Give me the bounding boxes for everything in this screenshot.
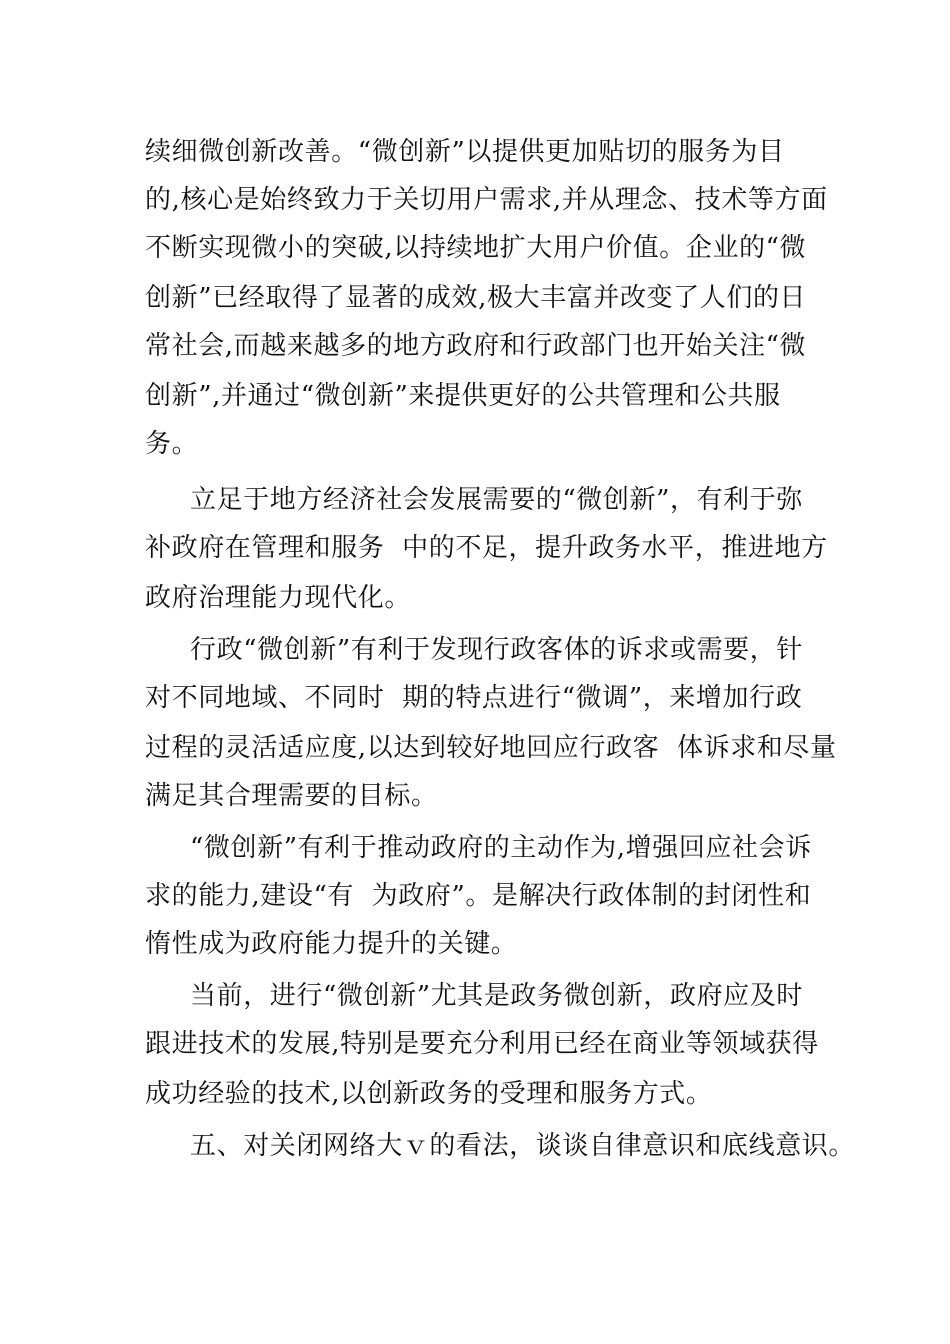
text-line: 的,核心是始终致力于关切用户需求,并从理念、技术等方面	[145, 185, 828, 215]
paragraph-first-line: 行政“微创新”有利于发现行政客体的诉求或需要，针	[190, 635, 803, 665]
text-line: 续细微创新改善。“微创新”以提供更加贴切的服务为目	[145, 137, 785, 167]
text-line: 求的能力,建设“有 为政府”。是解决行政体制的封闭性和	[145, 881, 812, 911]
text-line: 常社会,而越来越多的地方政府和行政部门也开始关注“微	[145, 331, 807, 361]
paragraph-first-line: 当前，进行“微创新”尤其是政务微创新，政府应及时	[190, 981, 803, 1011]
text-line: 对不同地域、不同时 期的特点进行“微调”，来增加行政	[145, 683, 803, 713]
text-line: 过程的灵活适应度,以达到较好地回应行政客 体诉求和尽量	[145, 733, 837, 763]
text-line: 政府治理能力现代化。	[145, 583, 412, 613]
paragraph-first-line: 立足于地方经济社会发展需要的“微创新”，有利于弥	[190, 485, 803, 515]
text-line: 创新”,并通过“微创新”来提供更好的公共管理和公共服	[145, 381, 781, 411]
text-line: 成功经验的技术,以创新政务的受理和服务方式。	[145, 1079, 713, 1109]
section-heading: 五、对关闭网络大ｖ的看法，谈谈自律意识和底线意识。	[190, 1131, 856, 1161]
text-line: 跟进技术的发展,特别是要充分利用已经在商业等领域获得	[145, 1029, 819, 1059]
text-line: 惰性成为政府能力提升的关键。	[145, 929, 518, 959]
text-line: 满足其合理需要的目标。	[145, 781, 438, 811]
text-line: 不断实现微小的突破,以持续地扩大用户价值。企业的“微	[145, 233, 807, 263]
text-line: 务。	[145, 429, 199, 459]
text-line: 创新”已经取得了显著的成效,极大丰富并改变了人们的日	[145, 283, 807, 313]
paragraph-first-line: “微创新”有利于推动政府的主动作为,增强回应社会诉	[190, 833, 812, 863]
text-line: 补政府在管理和服务 中的不足，提升政务水平，推进地方	[145, 533, 828, 563]
